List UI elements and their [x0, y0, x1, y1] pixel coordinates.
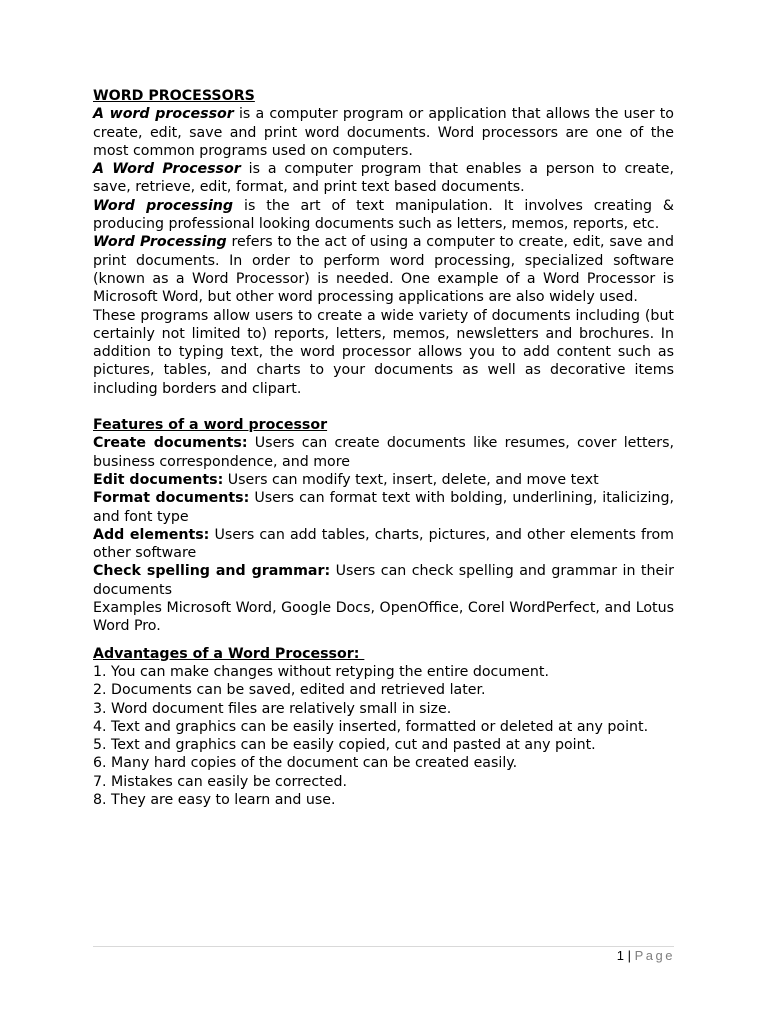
advantage-item: 7. Mistakes can easily be corrected.	[93, 773, 347, 790]
feature-text: Users can format text with bolding, underlining, italicizing, and font type	[93, 490, 674, 525]
examples-text: Examples Microsoft Word, Google Docs, OpenOffice, Corel WordPerfect, and Lotus Word Pro.	[93, 600, 674, 635]
feature-item	[93, 434, 674, 471]
definition-term: Word processing	[93, 197, 234, 214]
features-heading: Features of a word processor	[93, 417, 328, 434]
advantage-item: 8. They are easy to learn and use.	[93, 791, 336, 808]
feature-label: Add elements:	[93, 526, 210, 543]
advantage-item: 1. You can make changes without retyping the entire document.	[93, 663, 549, 680]
advantages-heading: Advantages of a Word Processor:	[93, 645, 365, 662]
page-number: 1	[616, 948, 625, 963]
definition-3	[93, 197, 674, 234]
feature-label: Create documents:	[93, 435, 248, 452]
footer-divider	[93, 946, 674, 947]
feature-label: Check spelling and grammar:	[93, 563, 331, 580]
definition-term: A Word Processor	[93, 161, 241, 178]
feature-item	[93, 489, 674, 526]
advantage-item: 2. Documents can be saved, edited and retrieved later.	[93, 682, 486, 699]
programs-paragraph: These programs allow users to create a wide variety of documents including (but certainly not limited to) reports, letters, memos, newsletters and brochures. In addition to typing text, the word processor allows you to add content such as pictures, tables, and charts to your documents as well as decorative items including borders and clipart.	[93, 307, 674, 397]
footer-separator: |	[624, 948, 635, 963]
advantage-item: 5. Text and graphics can be easily copied, cut and pasted at any point.	[93, 737, 596, 754]
definition-term: Word Processing	[93, 234, 227, 251]
definition-text: refers to the act of using a computer to create, edit, save and print documents. In order to perform word processing, specialized software (known as a Word Processor) is needed. One example of a Word Processor is Microsoft Word, but other word processing applications are also widely used.	[93, 234, 674, 306]
advantage-item: 4. Text and graphics can be easily inserted, formatted or deleted at any point.	[93, 718, 649, 735]
definition-term: A word processor	[93, 106, 234, 123]
definition-text: is the art of text manipulation. It involves creating & producing professional looking documents such as letters, memos, reports, etc.	[93, 197, 674, 233]
feature-label: Format documents:	[93, 490, 250, 507]
advantage-item: 6. Many hard copies of the document can be created easily.	[93, 755, 518, 772]
definition-text: is a computer program or application that allows the user to create, edit, save and print word documents. Word processors are one of the most common programs used on computers.	[93, 106, 674, 159]
feature-item	[93, 562, 674, 599]
feature-text: Users can create documents like resumes, cover letters, business correspondence, and more	[93, 435, 674, 470]
feature-item	[93, 526, 674, 563]
feature-item	[93, 471, 674, 489]
page-footer	[617, 948, 675, 963]
definition-1	[93, 105, 674, 160]
definition-text: is a computer program that enables a person to create, save, retrieve, edit, format, and print text based documents.	[93, 161, 674, 196]
definition-4	[93, 233, 674, 306]
advantage-item: 3. Word document files are relatively small in size.	[93, 700, 452, 717]
document-page	[93, 87, 674, 809]
feature-label: Edit documents:	[93, 471, 224, 488]
feature-text: Users can add tables, charts, pictures, and other elements from other software	[93, 526, 674, 562]
feature-text: Users can check spelling and grammar in their documents	[93, 563, 674, 598]
page-label: Page	[634, 948, 675, 963]
definition-2	[93, 160, 674, 197]
document-title: WORD PROCESSORS	[93, 88, 255, 104]
feature-text: Users can modify text, insert, delete, and move text	[223, 471, 599, 488]
